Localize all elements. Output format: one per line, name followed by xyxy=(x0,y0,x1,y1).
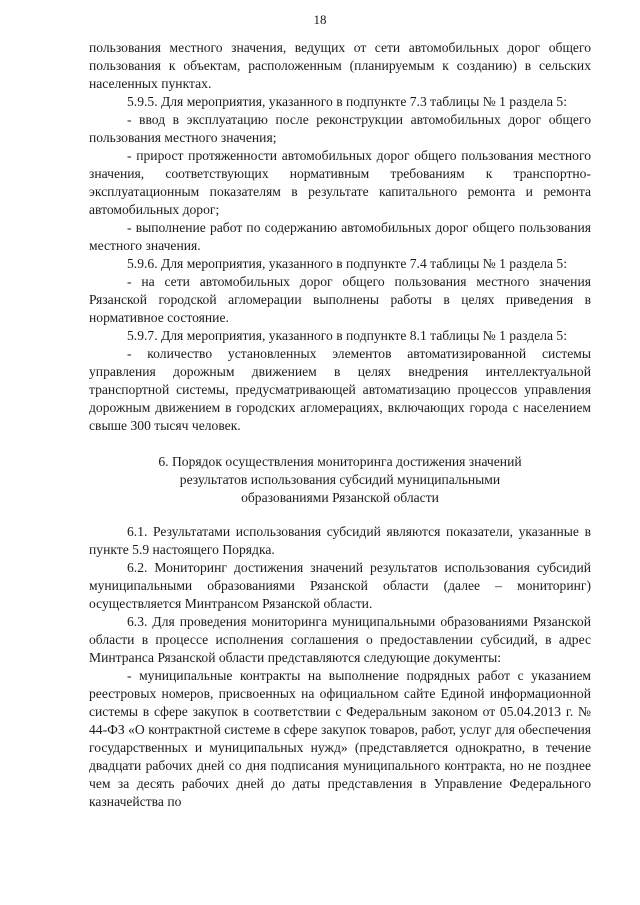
list-item-maintenance: - выполнение работ по содержанию автомобильных дорог общего пользования местного значения. xyxy=(89,220,591,253)
document-body xyxy=(89,39,591,811)
section-heading-line: образованиями Рязанской области xyxy=(241,490,439,505)
list-item-reconstruction: - ввод в эксплуатацию после реконструкции автомобильных дорог общего пользования местного значения; xyxy=(89,112,591,145)
section-heading xyxy=(89,453,591,507)
paragraph-5-9-6: 5.9.6. Для мероприятия, указанного в подпункте 7.4 таблицы № 1 раздела 5: xyxy=(127,256,567,271)
paragraph-5-9-5: 5.9.5. Для мероприятия, указанного в подпункте 7.3 таблицы № 1 раздела 5: xyxy=(127,94,567,109)
section-heading-line: 6. Порядок осуществления мониторинга достижения значений xyxy=(158,454,522,469)
paragraph-6-3: 6.3. Для проведения мониторинга муниципальными образованиями Рязанской области в процессе исполнения соглашения о предоставлении субсидий, в адрес Минтранса Рязанской области представляются следующие документы: xyxy=(89,614,591,665)
paragraph-6-2: 6.2. Мониторинг достижения значений результатов использования субсидий муниципальными образованиями Рязанской области (далее – мониторинг) осуществляется Минтрансом Рязанской области. xyxy=(89,560,591,611)
page-number: 18 xyxy=(313,12,327,27)
list-item-traffic-system: - количество установленных элементов автоматизированной системы управления дорожным движением в целях внедрения интеллектуальной транспортной системы, предусматривающей автоматизацию процессов управления дорожным движением в городских агломерациях, включающих города с населением свыше 300 тысяч человек. xyxy=(89,346,591,433)
list-item-contracts: - муниципальные контракты на выполнение подрядных работ с указанием реестровых номеров, присвоенных на официальном сайте Единой информационной системы в сфере закупок в соответствии с Федеральным законом от 05.04.2013 г. № 44-ФЗ «О контрактной системе в сфере закупок товаров, работ, услуг для обеспечения государственных и муниципальных нужд» (представляется однократно, в течение двадцати рабочих дней со дня подписания муниципального контракта, но не позднее чем за десять рабочих дней до даты представления в Управление Федерального казначейства по xyxy=(89,668,591,809)
section-heading-line: результатов использования субсидий муниципальными xyxy=(179,472,501,487)
list-item-agglomeration-works: - на сети автомобильных дорог общего пользования местного значения Рязанской городской агломерации выполнены работы в целях приведения в нормативное состояние. xyxy=(89,274,591,325)
paragraph-5-9-7: 5.9.7. Для мероприятия, указанного в подпункте 8.1 таблицы № 1 раздела 5: xyxy=(127,328,567,343)
list-item-length-increase: - прирост протяженности автомобильных дорог общего пользования местного значения, соответствующих нормативным требованиям к транспортно-эксплуатационным показателям в результате капитального ремонта и ремонта автомобильных дорог; xyxy=(89,148,591,217)
paragraph-6-1: 6.1. Результатами использования субсидий являются показатели, указанные в пункте 5.9 настоящего Порядка. xyxy=(89,524,591,557)
paragraph-continuation: пользования местного значения, ведущих от сети автомобильных дорог общего пользования к объектам, расположенным (планируемым к созданию) в сельских населенных пунктах. xyxy=(89,40,591,91)
